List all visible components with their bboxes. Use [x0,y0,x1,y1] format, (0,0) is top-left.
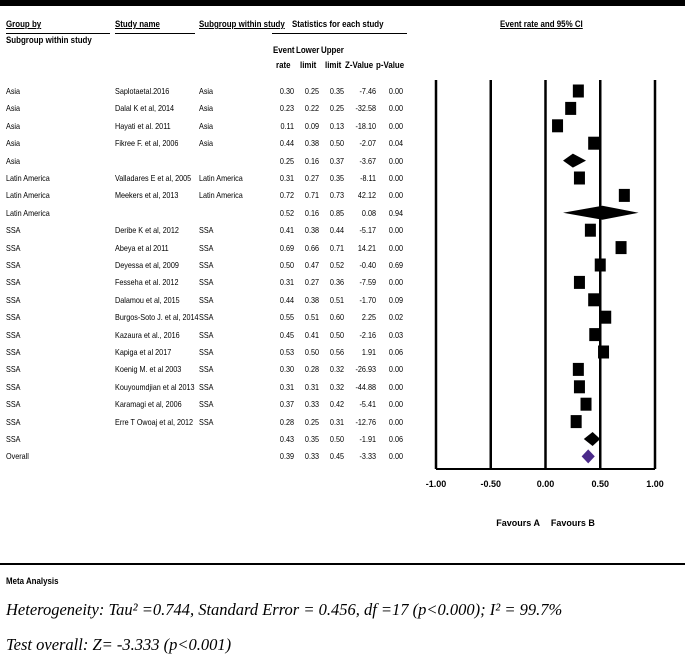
row-p-value: 0.00 [388,225,403,236]
row-event-rate: 0.25 [279,155,294,166]
row-p-value: 0.00 [388,242,403,253]
row-p-value: 0.00 [388,120,403,131]
row-study-name: Fikree F. et al, 2006 [115,138,179,149]
row-p-value: 0.00 [388,381,403,392]
row-study-name: Saplotaetal.2016 [115,86,170,96]
row-study-name: Dalamou et al, 2015 [115,294,180,305]
row-subgroup: Latin America [199,190,243,201]
row-z-value: -2.16 [359,329,376,340]
row-group: SSA [6,294,21,305]
row-z-value: 14.21 [357,242,376,253]
row-lower-limit: 0.35 [304,434,319,444]
row-event-rate: 0.69 [279,242,294,253]
subtotal-diamond [563,206,639,220]
bottom-border [0,563,685,565]
row-lower-limit: 0.28 [304,364,319,375]
row-lower-limit: 0.41 [304,329,319,340]
row-study-name: Meekers et al, 2013 [115,190,179,201]
row-z-value: -44.88 [355,381,376,392]
row-subgroup: SSA [199,381,214,392]
row-upper-limit: 0.42 [329,399,344,410]
study-marker [589,328,600,341]
row-study-name: Valladares E et al, 2005 [115,173,192,183]
row-subgroup: SSA [199,294,214,305]
row-study-name: Deribe K et al, 2012 [115,225,179,236]
row-upper-limit: 0.32 [329,381,344,392]
row-subgroup: SSA [199,399,214,410]
row-subgroup: Asia [199,120,214,131]
study-marker [581,398,592,411]
row-group: SSA [6,260,21,270]
row-subgroup: Asia [199,138,214,149]
col-rate: rate [276,60,291,70]
row-lower-limit: 0.22 [304,103,319,114]
study-marker [574,276,585,289]
row-subgroup: SSA [199,277,214,288]
row-event-rate: 0.28 [279,416,294,427]
row-lower-limit: 0.33 [304,451,319,462]
row-group: Asia [6,103,21,114]
row-lower-limit: 0.51 [304,312,319,323]
row-lower-limit: 0.16 [304,155,319,166]
row-upper-limit: 0.37 [329,155,344,166]
row-z-value: 2.25 [361,312,376,323]
row-z-value: -32.58 [355,103,376,114]
row-lower-limit: 0.50 [304,347,319,357]
row-upper-limit: 0.44 [329,225,344,236]
row-event-rate: 0.55 [279,312,294,323]
row-subgroup: SSA [199,225,214,236]
col-limit-upper: limit [325,60,342,70]
row-group: SSA [6,277,21,288]
meta-analysis-label: Meta Analysis [6,576,59,586]
row-event-rate: 0.45 [279,329,294,340]
row-group: Latin America [6,207,50,218]
study-marker [588,137,599,150]
x-tick-label: -0.50 [480,479,502,489]
study-marker [595,259,606,272]
row-p-value: 0.06 [388,434,403,444]
row-upper-limit: 0.56 [329,347,344,357]
row-p-value: 0.03 [388,329,403,340]
row-event-rate: 0.53 [279,347,294,357]
row-lower-limit: 0.16 [304,207,319,218]
row-subgroup: SSA [199,329,214,340]
row-upper-limit: 0.31 [329,416,344,427]
subtotal-diamond [563,154,586,168]
row-z-value: 0.08 [361,207,376,218]
row-lower-limit: 0.09 [304,120,319,131]
row-p-value: 0.00 [388,277,403,288]
row-lower-limit: 0.38 [304,225,319,236]
row-event-rate: 0.39 [279,451,294,462]
header-subgroup-col: Subgroup within study [199,19,285,29]
row-study-name: Koenig M. et al 2003 [115,364,182,375]
favours-b-label: Favours B [550,518,595,528]
row-event-rate: 0.44 [279,294,294,305]
row-z-value: 42.12 [357,190,376,201]
row-p-value: 0.00 [388,86,403,96]
row-p-value: 0.00 [388,103,403,114]
col-p-value: p-Value [376,60,405,70]
row-subgroup: Asia [199,86,214,96]
row-lower-limit: 0.71 [304,190,319,201]
study-marker [571,415,582,428]
row-lower-limit: 0.27 [304,173,319,183]
row-lower-limit: 0.25 [304,416,319,427]
row-event-rate: 0.23 [279,103,294,114]
row-study-name: Burgos-Soto J. et al, 2014 [115,312,199,323]
row-z-value: -8.11 [360,173,376,183]
row-event-rate: 0.43 [279,434,294,444]
header-study-name: Study name [115,19,160,29]
row-group: SSA [6,347,21,357]
col-limit-lower: limit [300,60,317,70]
row-lower-limit: 0.27 [304,277,319,288]
row-z-value: -26.93 [355,364,376,375]
row-group: Asia [6,120,21,131]
col-z-value: Z-Value [345,60,374,70]
row-lower-limit: 0.66 [304,242,319,253]
row-upper-limit: 0.73 [329,190,344,201]
row-group: SSA [6,312,21,323]
row-z-value: -5.17 [359,225,376,236]
row-group: Asia [6,86,21,96]
row-group: SSA [6,329,21,340]
row-event-rate: 0.31 [279,277,294,288]
row-p-value: 0.00 [388,364,403,375]
row-subgroup: SSA [199,416,214,427]
row-lower-limit: 0.47 [304,260,319,270]
row-upper-limit: 0.32 [329,364,344,375]
row-group: Latin America [6,190,50,201]
header-statistics: Statistics for each study [292,19,384,29]
row-study-name: Erre T Owoaj et al, 2012 [115,416,194,427]
favours-a-label: Favours A [496,518,540,528]
row-study-name: Karamagi et al, 2006 [115,399,182,410]
row-group: SSA [6,242,21,253]
row-subgroup: Latin America [199,173,243,183]
row-z-value: -12.76 [355,416,376,427]
row-study-name: Kouyoumdjian et al 2013 [115,381,195,392]
row-p-value: 0.04 [388,138,403,149]
row-z-value: 1.91 [361,347,376,357]
row-p-value: 0.06 [388,347,403,357]
row-study-name: Kapiga et al 2017 [115,347,172,357]
row-z-value: -5.41 [359,399,376,410]
row-event-rate: 0.37 [279,399,294,410]
row-group: SSA [6,381,21,392]
col-lower: Lower [296,45,320,55]
row-z-value: -7.59 [359,277,376,288]
row-p-value: 0.09 [388,294,403,305]
x-tick-label: 0.00 [536,479,555,489]
col-upper: Upper [321,45,344,55]
heterogeneity-text: Heterogeneity: Tau² =0.744, Standard Error = 0.456, df =17 (p<0.000); I² = 99.7% [6,600,563,619]
col-event: Event [273,45,295,55]
header-group-by: Group by [6,19,42,29]
row-upper-limit: 0.50 [329,434,344,444]
row-z-value: -7.46 [359,86,376,96]
row-z-value: -18.10 [355,120,376,131]
row-upper-limit: 0.71 [329,242,344,253]
row-z-value: -3.33 [359,451,376,462]
study-marker [573,85,584,98]
row-study-name: Abeya et al 2011 [115,242,169,253]
row-p-value: 0.00 [388,190,403,201]
row-event-rate: 0.50 [279,260,294,270]
row-p-value: 0.00 [388,416,403,427]
row-event-rate: 0.72 [279,190,294,201]
row-study-name: Hayati et al. 2011 [115,120,171,131]
row-event-rate: 0.41 [279,225,294,236]
row-event-rate: 0.31 [279,173,294,183]
row-event-rate: 0.31 [279,381,294,392]
row-lower-limit: 0.38 [304,294,319,305]
x-tick-label: 1.00 [646,479,664,489]
row-subgroup: SSA [199,347,214,357]
row-subgroup: SSA [199,364,214,375]
study-marker [619,189,630,202]
row-event-rate: 0.30 [279,86,294,96]
row-lower-limit: 0.25 [304,86,319,96]
row-upper-limit: 0.36 [329,277,344,288]
overall-diamond [582,449,595,463]
row-subgroup: SSA [199,242,214,253]
row-study-name: Dalal K et al, 2014 [115,103,175,114]
row-upper-limit: 0.50 [329,329,344,340]
x-tick-label: -1.00 [425,479,447,489]
row-upper-limit: 0.85 [329,207,344,218]
row-upper-limit: 0.52 [329,260,344,270]
row-upper-limit: 0.50 [329,138,344,149]
row-z-value: -3.67 [359,155,376,166]
row-z-value: -2.07 [359,138,376,149]
row-z-value: -1.91 [359,434,376,444]
row-group: Overall [6,451,29,462]
row-group: SSA [6,399,21,410]
row-group: SSA [6,364,21,375]
header-event-rate-ci: Event rate and 95% CI [500,19,583,29]
row-upper-limit: 0.35 [329,86,344,96]
row-upper-limit: 0.60 [329,312,344,323]
x-tick-label: 0.50 [591,479,610,489]
row-group: Latin America [6,173,50,183]
study-marker [573,363,584,376]
row-event-rate: 0.44 [279,138,294,149]
row-group: SSA [6,434,21,444]
test-overall-text: Test overall: Z= -3.333 (p<0.001) [6,635,232,654]
study-marker [574,380,585,393]
row-lower-limit: 0.33 [304,399,319,410]
row-p-value: 0.00 [388,451,403,462]
row-p-value: 0.02 [388,312,403,323]
row-upper-limit: 0.25 [329,103,344,114]
row-group: Asia [6,155,21,166]
row-upper-limit: 0.13 [329,120,344,131]
row-p-value: 0.00 [388,173,403,183]
row-p-value: 0.94 [388,207,403,218]
row-group: SSA [6,225,21,236]
row-upper-limit: 0.45 [329,451,344,462]
study-marker [598,346,609,359]
row-p-value: 0.69 [388,260,403,270]
study-marker [585,224,596,237]
row-group: SSA [6,416,21,427]
row-lower-limit: 0.31 [304,381,319,392]
row-subgroup: Asia [199,103,214,114]
study-marker [552,119,563,132]
row-z-value: -0.40 [359,260,376,270]
study-marker [588,293,599,306]
row-p-value: 0.00 [388,399,403,410]
row-upper-limit: 0.35 [329,173,344,183]
study-marker [600,311,611,324]
row-lower-limit: 0.38 [304,138,319,149]
row-subgroup: SSA [199,260,214,270]
row-event-rate: 0.30 [279,364,294,375]
row-group: Asia [6,138,21,149]
row-event-rate: 0.11 [280,120,294,131]
subtotal-diamond [584,432,600,446]
row-upper-limit: 0.51 [329,294,344,305]
header-subgroup-within-study: Subgroup within study [6,35,92,45]
row-subgroup: SSA [199,312,214,323]
row-event-rate: 0.52 [279,207,294,218]
row-study-name: Deyessa et al, 2009 [115,260,179,270]
study-marker [565,102,576,115]
row-z-value: -1.70 [359,294,376,305]
study-marker [574,172,585,185]
row-p-value: 0.00 [388,155,403,166]
study-marker [616,241,627,254]
row-study-name: Fesseha et al. 2012 [115,277,179,288]
row-study-name: Kazaura et al., 2016 [115,329,180,340]
